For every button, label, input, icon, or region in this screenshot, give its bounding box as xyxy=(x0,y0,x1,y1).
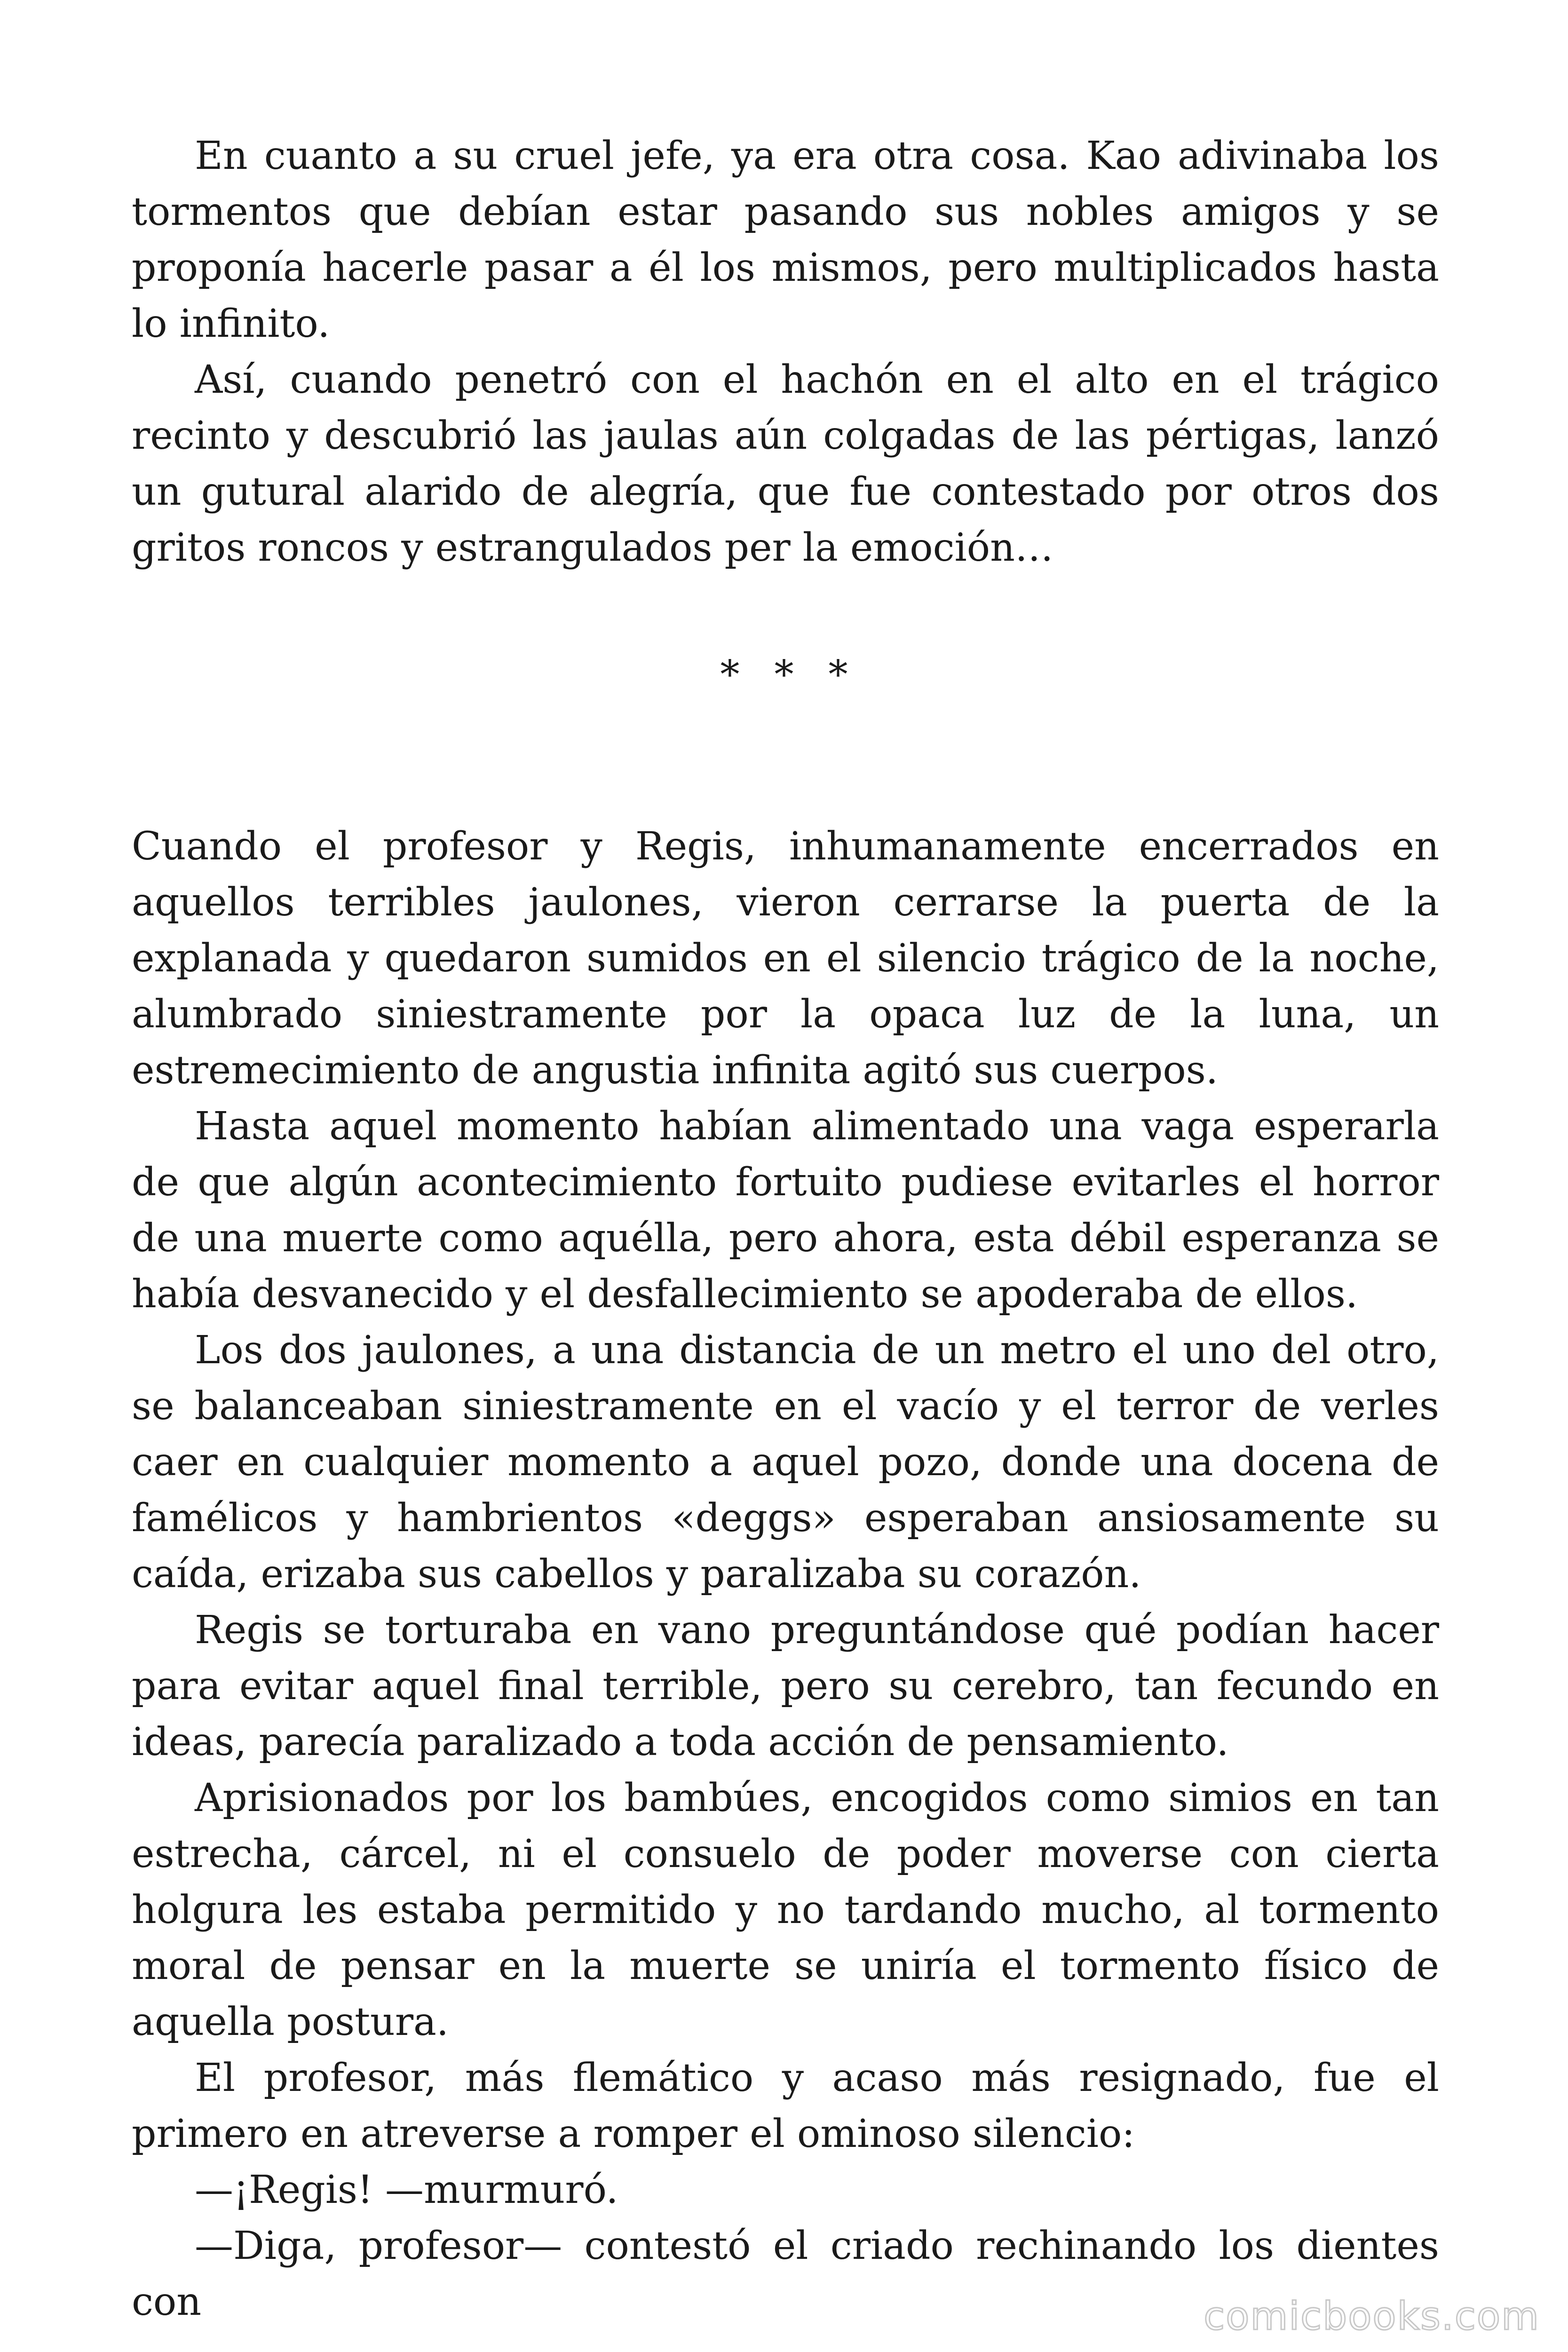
top-text-section xyxy=(132,128,1439,576)
paragraph: Regis se torturaba en vano preguntándose qué podían hacer para evitar aquel final terrible, pero su cerebro, tan fecundo en ideas, parecía paralizado a toda acción de pensamiento. xyxy=(132,1608,1439,1764)
paragraph: Aprisionados por los bambúes, encogidos como simios en tan estrecha, cárcel, ni el consuelo de poder moverse con cierta holgura les estaba permitido y no tardando mucho, al tormento moral de pensar en la muerte se uniría el tormento físico de aquella postura. xyxy=(132,1776,1439,2044)
watermark: comicbooks.com xyxy=(1204,2294,1540,2339)
paragraph: Cuando el profesor y Regis, inhumanamente encerrados en aquellos terribles jaulones, vieron cerrarse la puerta de la explanada y quedaron sumidos en el silencio trágico de la noche, alumbrado siniestramente por la opaca luz de la luna, un estremecimiento de angustia infinita agitó sus cuerpos. xyxy=(132,824,1439,1093)
paragraph: El profesor, más flemático y acaso más resignado, fue el primero en atreverse a romper el ominoso silencio: xyxy=(132,2056,1439,2156)
section-separator: * * * xyxy=(720,652,859,697)
paragraph: En cuanto a su cruel jefe, ya era otra cosa. Kao adivinaba los tormentos que debían estar pasando sus nobles amigos y se proponía hacerle pasar a él los mismos, pero multiplicados hasta lo infinito. xyxy=(132,134,1439,346)
dialogue-line: —Diga, profesor— contestó el criado rechinando los dientes con xyxy=(132,2224,1439,2324)
bottom-text-section xyxy=(132,818,1439,2330)
paragraph: Así, cuando penetró con el hachón en el alto en el trágico recinto y descubrió las jaulas aún colgadas de las pértigas, lanzó un gutural alarido de alegría, que fue contestado por otros dos gritos roncos y estrangulados per la emoción… xyxy=(132,358,1439,570)
paragraph: Los dos jaulones, a una distancia de un metro el uno del otro, se balanceaban siniestramente en el vacío y el terror de verles caer en cualquier momento a aquel pozo, donde una docena de famélicos y hambrientos «deggs» esperaban ansiosamente su caída, erizaba sus cabellos y paralizaba su corazón. xyxy=(132,1328,1439,1597)
dialogue-line: —¡Regis! —murmuró. xyxy=(195,2168,618,2212)
paragraph: Hasta aquel momento habían alimentado una vaga esperarla de que algún acontecimiento fortuito pudiese evitarles el horror de una muerte como aquélla, pero ahora, esta débil esperanza se había desvanecido y el desfallecimiento se apoderaba de ellos. xyxy=(132,1104,1439,1317)
